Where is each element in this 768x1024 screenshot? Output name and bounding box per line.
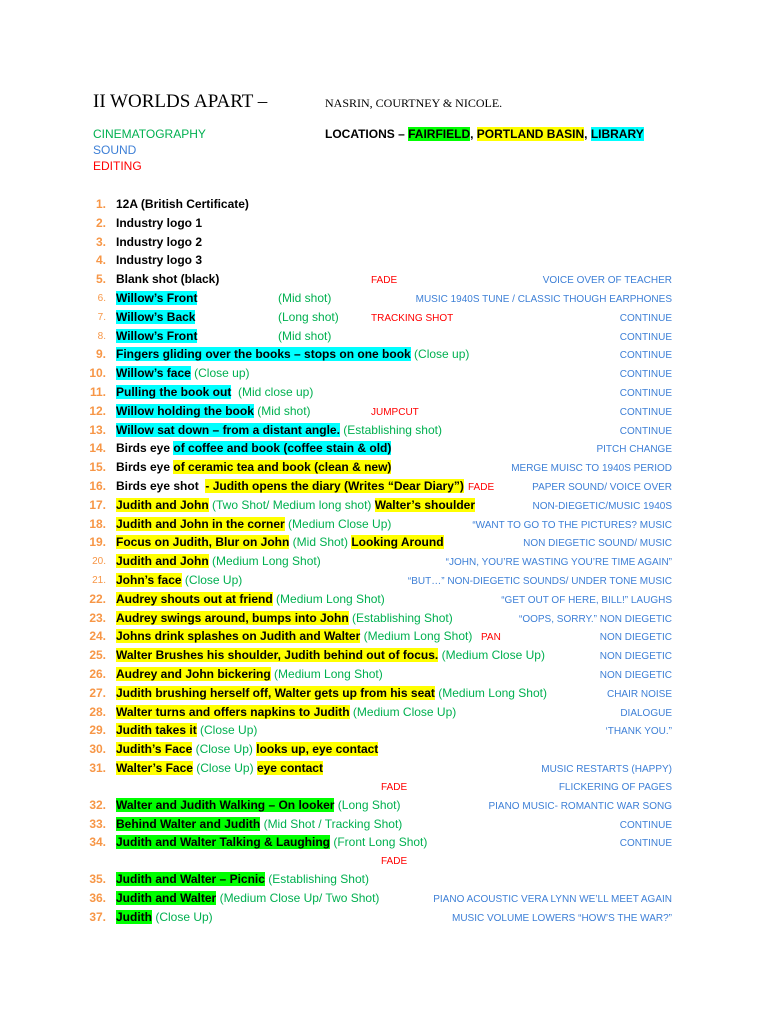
document-authors: NASRIN, COURTNEY & NICOLE. (325, 96, 503, 110)
shot-type: (Long shot) (278, 309, 339, 324)
shot-number: 15. (89, 460, 106, 475)
shot-type: (Establishing Shot) (348, 610, 453, 625)
shot-row (0, 611, 768, 630)
shot-type: (Close Up) (192, 742, 257, 757)
location-separator: , (584, 127, 591, 141)
shot-number: 3. (95, 234, 106, 249)
shot-action: eye contact (256, 761, 323, 775)
shot-number: 14. (89, 441, 106, 456)
shot-action: Audrey shouts out at friend (116, 591, 273, 606)
shot-type: (Medium Close Up) (349, 704, 457, 719)
shot-action: Walter’s shoulder (374, 497, 475, 512)
shot-description (116, 817, 402, 832)
shot-type: (Close up) (190, 366, 250, 381)
shot-type: (Mid Shot / Tracking Shot) (260, 816, 403, 831)
shot-number: 28. (89, 704, 106, 719)
sound-note: CONTINUE (619, 331, 672, 343)
shot-number: 23. (89, 610, 106, 625)
sound-note: ‘THANK YOU.” (605, 726, 672, 738)
sound-note: MERGE MUISC TO 1940S PERIOD (511, 463, 672, 475)
shot-row (0, 872, 768, 891)
sound-note: MUSIC RESTARTS (HAPPY) (541, 764, 672, 775)
sound-note: MUSIC 1940S TUNE / CLASSIC THOUGH EARPHONES (415, 294, 672, 305)
shot-row (0, 366, 768, 385)
sound-note: NON-DIEGETIC/MUSIC 1940S (532, 500, 672, 512)
shot-type: (Close up) (410, 347, 470, 362)
shot-row (0, 686, 768, 705)
sound-note: CONTINUE (619, 819, 672, 831)
shot-type: (Close Up) (181, 573, 243, 587)
shot-number: 10. (89, 366, 106, 381)
shot-description (116, 554, 321, 569)
shot-row (0, 817, 768, 836)
shot-action: Blank shot (black) (116, 272, 220, 287)
location-portland-basin: PORTLAND BASIN (476, 127, 585, 141)
shot-action: Audrey swings around, bumps into John (116, 610, 349, 625)
shot-type: (Establishing shot) (339, 422, 442, 437)
shot-type: (Medium Close Up) (438, 648, 545, 663)
shot-type: (Medium Long Shot) (360, 629, 473, 644)
shot-number: 5. (95, 272, 106, 287)
shot-action: Looking Around (351, 535, 444, 550)
shot-row (0, 667, 768, 686)
shot-description (116, 705, 456, 720)
shot-description (116, 742, 378, 757)
shot-row (0, 798, 768, 817)
shot-row (0, 910, 768, 929)
shot-action: Walter’s Face (116, 761, 193, 775)
shot-number: 36. (89, 891, 106, 905)
locations-label: LOCATIONS – (325, 127, 409, 141)
shot-action: of coffee and book (coffee stain & old) (173, 441, 392, 456)
shot-action: - Judith opens the diary (Writes “Dear Diary”) (205, 479, 464, 493)
shot-type: (Medium Long Shot) (272, 591, 385, 606)
sound-note: PIANO ACOUSTIC VERA LYNN WE’LL MEET AGAIN (433, 894, 672, 905)
shot-number: 30. (89, 742, 106, 757)
sound-note: “OOPS, SORRY.” NON DIEGETIC (519, 613, 672, 625)
shot-action: of ceramic tea and book (clean & new) (173, 460, 392, 475)
shot-row (0, 742, 768, 761)
transition-row (0, 856, 768, 872)
sound-note: CONTINUE (619, 838, 672, 850)
shot-description (116, 328, 332, 344)
shot-action: Judith brushing herself off, Walter gets up from his seat (116, 685, 435, 700)
shot-action: Johns drink splashes on Judith and Walter (116, 629, 361, 644)
shot-number: 27. (89, 685, 106, 700)
location-fairfield: FAIRFIELD (408, 127, 471, 141)
shot-description (116, 309, 339, 325)
shot-row (0, 329, 768, 348)
shot-description (116, 517, 391, 532)
shot-description (116, 891, 379, 906)
sound-note: CONTINUE (619, 388, 672, 399)
shot-description (116, 479, 464, 494)
sound-note: CONTINUE (619, 406, 672, 418)
shot-type: (Close Up) (196, 723, 258, 738)
shot-row (0, 554, 768, 573)
shot-description (116, 611, 453, 626)
sound-note: PAPER SOUND/ VOICE OVER (532, 482, 672, 493)
locations-line (325, 127, 644, 141)
shot-type: (Medium Long Shot) (208, 554, 321, 569)
shot-action: Judith and Walter Talking & Laughing (116, 835, 330, 850)
shot-description (116, 872, 369, 887)
shot-description (116, 272, 219, 287)
shot-description (116, 761, 323, 776)
shot-action: Judith and John in the corner (116, 516, 285, 531)
sound-note: DIALOGUE (620, 707, 672, 719)
editing-note: TRACKING SHOT (371, 312, 454, 324)
shot-action: Willow’s Front (116, 291, 198, 305)
shot-type: (Medium Long Shot) (270, 667, 383, 681)
shot-type: (Medium Close Up) (284, 516, 392, 531)
shot-number: 1. (95, 197, 106, 211)
sound-note: NON DIEGETIC SOUND/ MUSIC (523, 538, 672, 550)
shot-row (0, 310, 768, 329)
shot-type: (Medium Close Up/ Two Shot) (216, 891, 380, 905)
shot-action: Judith and Walter (116, 891, 217, 905)
sound-note: FLICKERING OF PAGES (558, 781, 672, 793)
shot-description (116, 197, 249, 212)
shot-row (0, 385, 768, 404)
shot-description (116, 573, 242, 588)
shot-row (0, 517, 768, 536)
shot-action: 12A (British Certificate) (116, 197, 249, 211)
transition-row (0, 782, 768, 798)
shot-action: looks up, eye contact (256, 742, 379, 757)
shot-description (116, 835, 427, 850)
legend-cinematography: CINEMATOGRAPHY (93, 127, 206, 141)
shot-number: 8. (97, 330, 106, 342)
shot-row (0, 891, 768, 910)
sound-note: PIANO MUSIC- ROMANTIC WAR SONG (488, 800, 672, 812)
editing-note: FADE (371, 275, 398, 287)
shot-action: Judith and John (116, 497, 209, 512)
shot-description (116, 535, 444, 550)
sound-note: “JOHN, YOU’RE WASTING YOU’RE TIME AGAIN” (445, 557, 672, 569)
shot-description (116, 910, 213, 925)
shot-row (0, 479, 768, 498)
shot-action: Willow’s Back (116, 309, 196, 324)
editing-note: FADE (381, 856, 408, 868)
shot-action: Birds eye shot (116, 479, 206, 493)
shot-action: Behind Walter and Judith (116, 816, 261, 831)
shot-row (0, 253, 768, 272)
shot-type: (Close Up) (192, 761, 257, 775)
shot-description (116, 441, 391, 456)
shot-number: 31. (89, 761, 106, 775)
legend-sound: SOUND (93, 143, 137, 157)
shot-number: 25. (89, 648, 106, 663)
shot-number: 12. (89, 403, 106, 418)
shot-number: 6. (97, 293, 106, 304)
shot-action: Pulling the book out (116, 385, 232, 399)
shot-description (116, 686, 547, 701)
sound-note: CONTINUE (619, 312, 672, 324)
shot-type: (Medium Long Shot) (434, 685, 547, 700)
shot-number: 34. (89, 835, 106, 850)
shot-number: 9. (95, 347, 106, 362)
document-title: II WORLDS APART – (93, 91, 268, 112)
shot-action: Industry logo 1 (116, 215, 203, 230)
shot-number: 19. (89, 535, 106, 550)
shot-row (0, 535, 768, 554)
shot-number: 2. (95, 215, 106, 230)
shot-description (116, 347, 469, 362)
shot-number: 20. (92, 556, 106, 568)
shot-action: Birds eye (116, 441, 174, 456)
shot-number: 21. (92, 575, 106, 586)
shot-description (116, 498, 475, 513)
shot-action: Walter and Judith Walking – On looker (116, 797, 335, 812)
sound-note: CONTINUE (619, 369, 672, 381)
shot-type: (Mid Shot) (289, 535, 352, 550)
shot-number: 17. (89, 497, 106, 512)
editing-note: PAN (481, 632, 501, 644)
shot-action: John’s face (116, 573, 182, 587)
shot-number: 35. (89, 872, 106, 887)
sound-note: MUSIC VOLUME LOWERS “HOW’S THE WAR?” (451, 912, 672, 924)
shot-type: (Establishing Shot) (264, 872, 369, 887)
shot-description (116, 291, 332, 306)
shot-row (0, 272, 768, 291)
shot-row (0, 592, 768, 611)
legend-editing: EDITING (93, 159, 142, 173)
shot-row (0, 761, 768, 780)
shot-description (116, 423, 442, 438)
shot-description (116, 385, 313, 400)
shot-action: Focus on Judith, Blur on John (116, 535, 290, 550)
shot-number: 16. (89, 479, 106, 493)
shot-type: (Mid shot) (278, 291, 332, 305)
shot-action: Birds eye (116, 460, 174, 475)
shot-action: Judith and Walter – Picnic (116, 872, 265, 887)
sound-note: VOICE OVER OF TEACHER (542, 275, 672, 287)
sound-note: “WANT TO GO TO THE PICTURES? MUSIC (472, 519, 672, 531)
shot-action: Audrey and John bickering (116, 667, 271, 681)
shot-action: Walter turns and offers napkins to Judith (116, 704, 350, 719)
shot-type: (Mid shot) (253, 403, 311, 418)
shot-number: 32. (89, 797, 106, 812)
shot-type: (Close Up) (152, 909, 213, 924)
sound-note: CONTINUE (619, 425, 672, 437)
shot-row (0, 216, 768, 235)
shot-action: Willow sat down – from a distant angle. (116, 422, 340, 437)
shot-number: 13. (89, 422, 106, 437)
sound-note: “GET OUT OF HERE, BILL!” LAUGHS (501, 594, 672, 606)
editing-note: FADE (468, 482, 495, 493)
shot-type: (Mid close up) (231, 385, 314, 399)
shot-action: Industry logo 3 (116, 253, 203, 268)
shot-number: 24. (89, 629, 106, 644)
shot-action: Walter Brushes his shoulder, Judith behind out of focus. (116, 648, 439, 663)
shot-description (116, 798, 401, 813)
shot-number: 37. (89, 909, 106, 924)
shot-action: Fingers gliding over the books – stops on one book (116, 347, 411, 362)
shot-action: Willow’s Front (116, 328, 198, 343)
sound-note: NON DIEGETIC (599, 651, 672, 663)
shot-row (0, 629, 768, 648)
location-separator: , (470, 127, 477, 141)
shot-row (0, 648, 768, 667)
shot-row (0, 835, 768, 854)
shot-number: 18. (89, 516, 106, 531)
sound-note: “BUT…” NON-DIEGETIC SOUNDS/ UNDER TONE MUSIC (407, 576, 672, 587)
shot-action: Willow holding the book (116, 403, 254, 418)
shot-description (116, 592, 385, 607)
sound-note: CHAIR NOISE (606, 688, 672, 700)
shot-row (0, 705, 768, 724)
sound-note: PITCH CHANGE (596, 444, 672, 456)
shot-description (116, 460, 391, 475)
shot-action: Industry logo 2 (116, 234, 203, 249)
shot-row (0, 423, 768, 442)
shot-description (116, 253, 202, 268)
location-library: LIBRARY (590, 127, 644, 141)
shot-description (116, 404, 311, 419)
shot-number: 33. (89, 816, 106, 831)
editing-note: JUMPCUT (371, 406, 419, 418)
shot-row (0, 573, 768, 592)
sound-note: NON DIEGETIC (599, 632, 672, 644)
shot-number: 7. (97, 311, 106, 323)
shot-description (116, 235, 202, 250)
shot-action: Willow’s face (116, 366, 191, 381)
shot-number: 22. (89, 591, 106, 606)
shot-type: (Front Long Shot) (330, 835, 428, 850)
shot-number: 29. (89, 723, 106, 738)
shot-row (0, 498, 768, 517)
shot-description (116, 216, 202, 231)
shot-description (116, 366, 250, 381)
shot-description (116, 648, 545, 663)
shot-description (116, 723, 257, 738)
shot-row (0, 723, 768, 742)
shot-description (116, 629, 472, 644)
shot-type: (Two Shot/ Medium long shot) (208, 497, 375, 512)
shot-type: (Mid shot) (278, 328, 332, 343)
shot-description (116, 667, 383, 682)
shot-row (0, 441, 768, 460)
shot-row (0, 460, 768, 479)
shot-row (0, 291, 768, 310)
shot-number: 4. (95, 253, 106, 268)
editing-note: FADE (381, 781, 408, 793)
shot-action: Judith takes it (116, 723, 197, 738)
sound-note: NON DIEGETIC (599, 670, 672, 681)
sound-note: CONTINUE (619, 350, 672, 362)
shot-row (0, 347, 768, 366)
shot-row (0, 235, 768, 254)
shot-row (0, 197, 768, 216)
shot-action: Judith’s Face (116, 742, 193, 757)
shot-number: 11. (89, 385, 106, 399)
shot-type: (Long Shot) (334, 797, 401, 812)
shot-number: 26. (89, 667, 106, 681)
shot-action: Judith (116, 909, 152, 924)
shot-row (0, 404, 768, 423)
shot-action: Judith and John (116, 554, 209, 569)
